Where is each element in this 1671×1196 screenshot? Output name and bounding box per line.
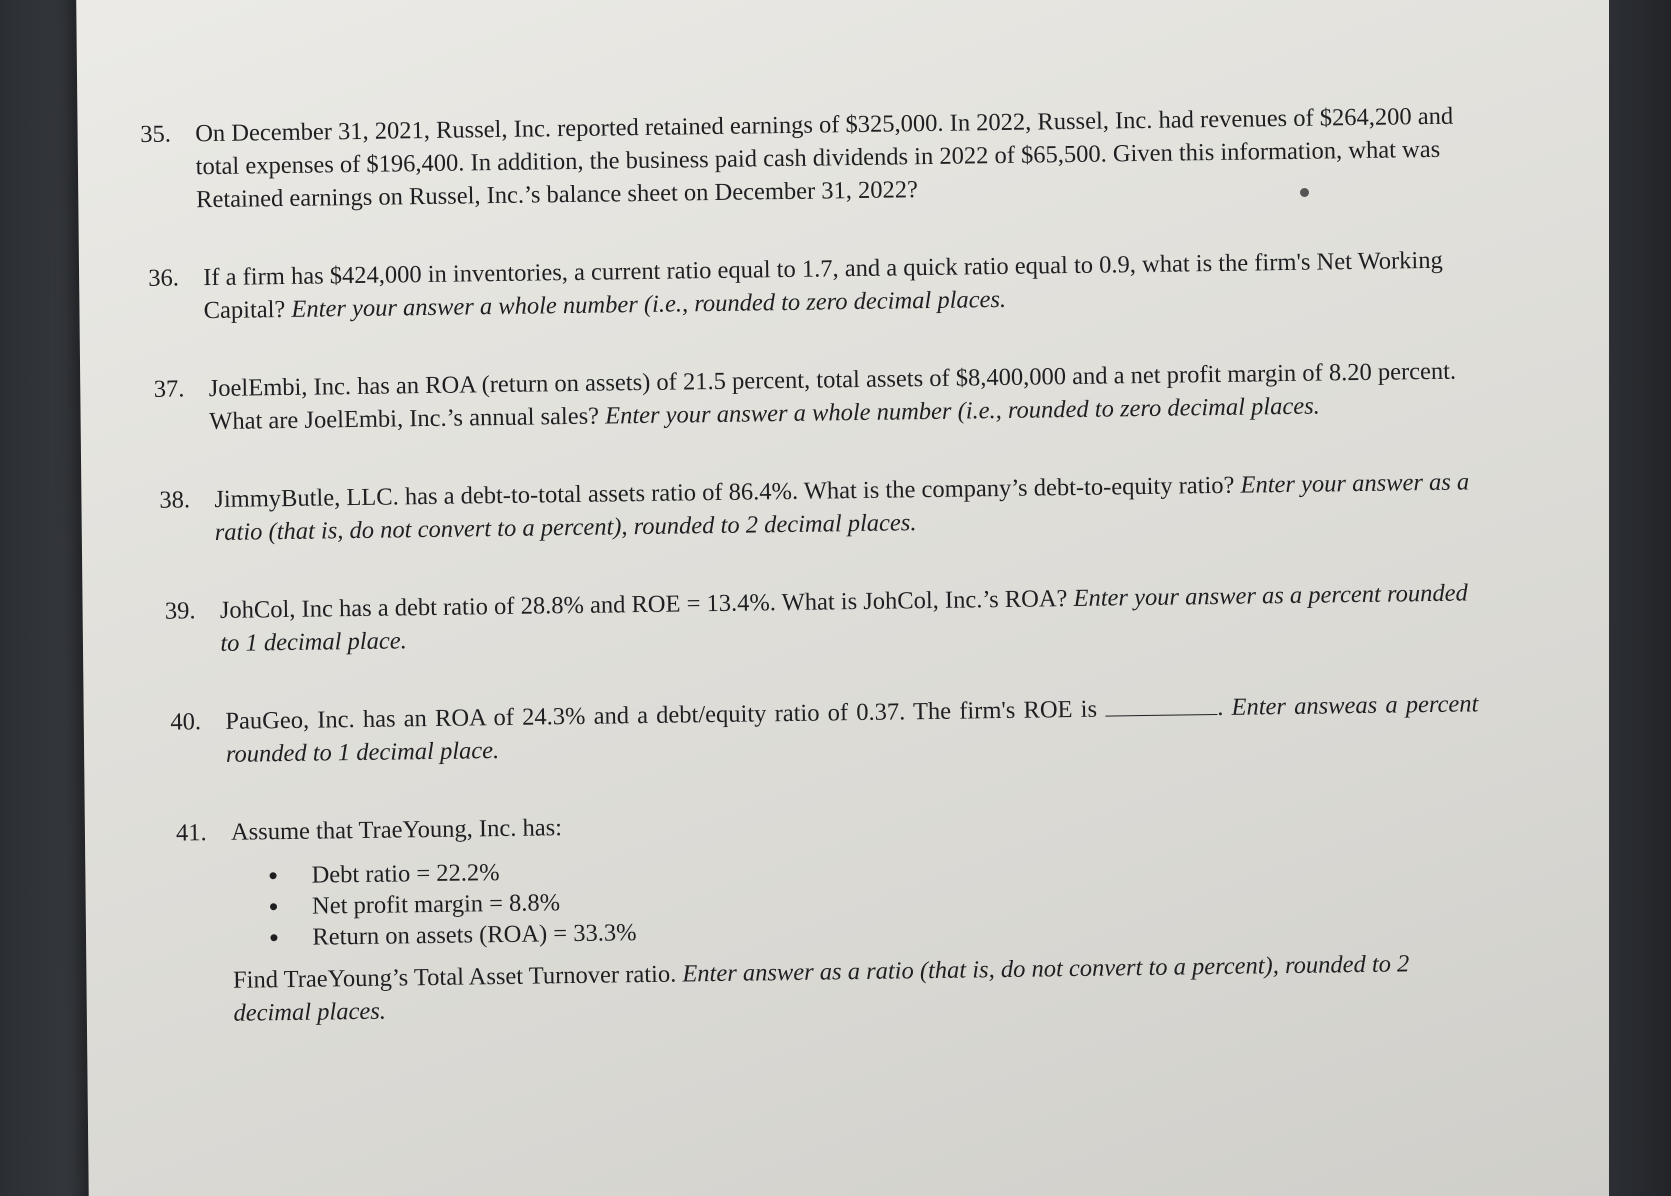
question-text: JimmyButle, LLC. has a debt-to-total assets ratio of 86.4%. What is the company’s debt-to-equity ratio? [214,471,1235,513]
question-41 [176,798,1483,1030]
question-instruction: Enter answeas a percent rounded to 1 decimal place. [225,690,1479,768]
question-intro: Assume that TraeYoung, Inc. has: [230,814,563,846]
question-39 [165,576,1478,660]
list-item: Return on assets (ROA) = 33.3% [266,905,1481,953]
question-instruction: Enter answer as a ratio (that is, do not convert to a percent), rounded to 2 decimal places. [233,950,1410,1027]
question-text: JoelEmbi, Inc. has an ROA (return on assets) of 21.5 percent, total assets of $8,400,000 and a net profit margin of 8.20 percent. What are JoelEmbi, Inc.’s annual sales? [208,357,1457,436]
answer-blank [1105,694,1217,717]
question-instruction: Enter your answer a whole number (i.e., rounded to zero decimal places. [291,285,1007,323]
question-instruction: Enter your answer as a percent rounded to 1 decimal place. [220,579,1468,657]
question-list [140,99,1483,1075]
question-text: On December 31, 2021, Russel, Inc. reported retained earnings of $325,000. In 2022, Russel, Inc. had revenues of $264,200 and total expenses of $196,400. In addition, the business paid cash dividends in 2022 of $65,500. Given this information, what was Retained earnings on Russel, Inc.’s balance sheet on December 31, 2022? [195,102,1454,214]
question-text: Find TraeYoung’s Total Asset Turnover ratio. [232,960,677,994]
question-text: PauGeo, Inc. has an ROA of 24.3% and a debt/equity ratio of 0.37. The firm's ROE is [225,695,1098,735]
question-38 [159,465,1476,549]
question-37 [154,354,1475,438]
question-text: JohCol, Inc has a debt ratio of 28.8% and ROE = 13.4%. What is JohCol, Inc.’s ROA? [219,585,1068,624]
question-36 [148,243,1473,327]
question-number: 39. [164,597,196,625]
question-instruction: Enter your answer as a ratio (that is, do not convert to a percent), rounded to 2 decimal places. [214,468,1470,546]
question-text: If a firm has $424,000 in inventories, a current ratio equal to 1.7, and a quick ratio equal to 0.9, what is the firm's Net Working Capital? [203,246,1443,325]
question-number: 35. [140,120,172,148]
question-40 [170,687,1479,771]
dark-background-edge [1609,0,1671,1196]
given-values-list [231,843,1481,953]
list-item: Debt ratio = 22.2% [265,843,1480,891]
question-number: 38. [159,486,191,514]
list-item: Net profit margin = 8.8% [266,874,1481,922]
question-number: 40. [170,708,202,736]
question-number: 41. [175,819,207,847]
blank-period: . [1217,693,1224,722]
question-number: 36. [148,264,180,292]
question-prompt [233,946,1483,1029]
question-instruction: Enter your answer a whole number (i.e., rounded to zero decimal places. [604,392,1320,430]
question-number: 37. [153,375,185,403]
question-35 [140,99,1471,217]
